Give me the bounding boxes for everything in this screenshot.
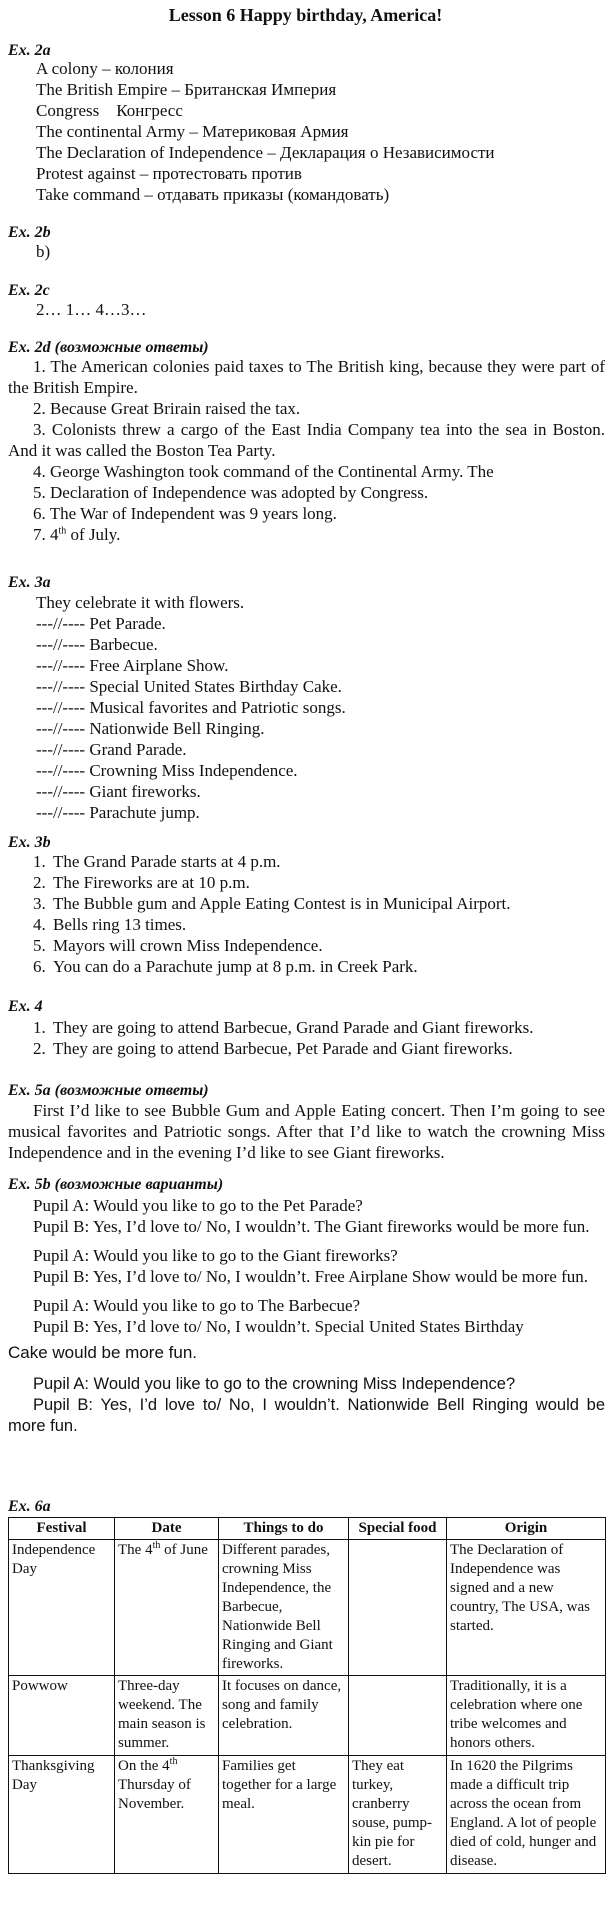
vocab-line: A colony – колония — [36, 59, 174, 78]
list-item: ---//---- Nationwide Bell Ringing. — [36, 719, 265, 738]
food-cell — [349, 1540, 447, 1676]
ex-2d-answers — [8, 356, 605, 545]
ex-6a-label: Ex. 6a — [8, 1498, 51, 1515]
answer-item: 4. George Washington took command of the Continental Army. The — [33, 462, 494, 481]
list-item: ---//---- Musical favorites and Patriotic songs. — [36, 698, 346, 717]
dialog — [8, 1245, 605, 1287]
column-header: Special food — [349, 1518, 447, 1540]
festival-cell: Thanksgiving Day — [9, 1756, 115, 1874]
ex-2c-label: Ex. 2c — [8, 282, 50, 299]
ex-2b-label: Ex. 2b — [8, 224, 51, 241]
date-cell: Three-day weekend. The main season is summer. — [115, 1676, 219, 1756]
list-item: 2. The Fireworks are at 10 p.m. — [33, 873, 250, 892]
table-row — [9, 1756, 606, 1874]
pupil-a-line: Pupil A: Would you like to go to the Pet Parade? — [33, 1196, 363, 1215]
list-intro: They celebrate it with flowers. — [36, 593, 245, 612]
ex-5a-label: Ex. 5a (возможные ответы) — [8, 1082, 209, 1099]
ex-5b-label: Ex. 5b (возможные варианты) — [8, 1176, 224, 1193]
dialog — [8, 1195, 605, 1237]
dialog — [8, 1374, 605, 1437]
ex-5a-text: First I’d like to see Bubble Gum and Apple Eating concert. Then I’m going to see musical favorites and Patriotic songs. After that I’d like to watch the crowning Miss Independence and in the evening I’d like to see Giant fireworks. — [8, 1101, 605, 1162]
dialog-continuation: Cake would be more fun. — [8, 1343, 197, 1362]
ex-4-label: Ex. 4 — [8, 998, 43, 1015]
date-cell: On the 4th Thursday of November. — [115, 1756, 219, 1874]
dialog — [8, 1295, 605, 1337]
ex-3a-list — [8, 592, 611, 823]
things-cell: Families get together for a large meal. — [219, 1756, 349, 1874]
pupil-b-line: Pupil B: Yes, I’d love to/ No, I wouldn’t. The Giant fireworks would be more fun. — [33, 1217, 590, 1236]
ex-2a-vocabulary — [8, 58, 611, 205]
list-item: ---//---- Crowning Miss Independence. — [36, 761, 298, 780]
lesson-title: Lesson 6 Happy birthday, America! — [168, 5, 443, 25]
ex-2d-label: Ex. 2d (возможные ответы) — [8, 339, 209, 356]
pupil-a-line: Pupil A: Would you like to go to The Barbecue? — [33, 1296, 361, 1315]
column-header: Date — [115, 1518, 219, 1540]
ex-2a-label: Ex. 2a — [8, 42, 51, 59]
list-item: ---//---- Parachute jump. — [36, 803, 200, 822]
list-item: 4. Bells ring 13 times. — [33, 915, 187, 934]
list-item: ---//---- Giant fireworks. — [36, 782, 201, 801]
list-item: 5. Mayors will crown Miss Independence. — [33, 936, 323, 955]
list-item: ---//---- Grand Parade. — [36, 740, 187, 759]
column-header: Origin — [447, 1518, 606, 1540]
column-header: Things to do — [219, 1518, 349, 1540]
column-header: Festival — [9, 1518, 115, 1540]
list-item: ---//---- Free Airplane Show. — [36, 656, 229, 675]
food-cell: They eat turkey, cranberry souse, pump-kin pie for desert. — [349, 1756, 447, 1874]
pupil-a-line: Pupil A: Would you like to go to the Giant fireworks? — [33, 1246, 398, 1265]
date-cell: The 4th of June — [115, 1540, 219, 1676]
ex-3b-label: Ex. 3b — [8, 834, 51, 851]
ex-2b-answer: b) — [36, 242, 51, 261]
answer-item: 3. Colonists threw a cargo of the East India Company tea into the sea in Boston. And it was called the Boston Tea Party. — [8, 420, 606, 460]
table-row — [9, 1676, 606, 1756]
origin-cell: Traditionally, it is a celebration where one tribe welcomes and honors others. — [447, 1676, 606, 1756]
vocab-line: The Declaration of Independence – Декларация о Независимости — [36, 143, 495, 162]
table-header-row — [9, 1518, 606, 1540]
list-item: 6. You can do a Parachute jump at 8 p.m. in Creek Park. — [33, 957, 418, 976]
answer-item: 5. Declaration of Independence was adopted by Congress. — [33, 483, 429, 502]
table-row — [9, 1540, 606, 1676]
pupil-b-line: Pupil B: Yes, I’d love to/ No, I wouldn’t. Free Airplane Show would be more fun. — [33, 1267, 588, 1286]
list-item: 1. They are going to attend Barbecue, Grand Parade and Giant fireworks. — [33, 1018, 534, 1037]
list-item: 3. The Bubble gum and Apple Eating Contest is in Municipal Airport. — [33, 894, 511, 913]
list-item: 2. They are going to attend Barbecue, Pet Parade and Giant fireworks. — [33, 1039, 513, 1058]
vocab-line: The British Empire – Британская Империя — [36, 80, 337, 99]
answer-item: 7. 4th of July. — [33, 525, 121, 544]
festival-table — [8, 1517, 606, 1874]
answer-item: 1. The American colonies paid taxes to The British king, because they were part of the British Empire. — [8, 357, 605, 397]
origin-cell: In 1620 the Pilgrims made a difficult trip across the ocean from England. A lot of people died of cold, hunger and disease. — [447, 1756, 606, 1874]
vocab-line: Congress Конгресс — [36, 101, 183, 120]
ex-4-list — [8, 1017, 611, 1059]
pupil-b-line: Pupil B: Yes, I’d love to/ No, I wouldn’t. Special United States Birthday — [33, 1317, 524, 1336]
pupil-b-line: Pupil B: Yes, I’d love to/ No, I wouldn’t. Nationwide Bell Ringing would be more fun. — [8, 1396, 605, 1435]
ex-3b-list — [8, 851, 611, 977]
ex-5b-dialogs — [8, 1195, 605, 1437]
answer-item: 6. The War of Independent was 9 years long. — [33, 504, 337, 523]
vocab-line: The continental Army – Материковая Армия — [36, 122, 349, 141]
vocab-line: Protest against – протестовать против — [36, 164, 302, 183]
ex-2c-answer: 2… 1… 4…3… — [36, 300, 147, 319]
things-cell: It focuses on dance, song and family celebration. — [219, 1676, 349, 1756]
things-cell: Different parades, crowning Miss Independence, the Barbecue, Nationwide Bell Ringing and Giant fireworks. — [219, 1540, 349, 1676]
origin-cell: The Declaration of Independence was signed and a new country, The USA, was started. — [447, 1540, 606, 1676]
list-item: ---//---- Special United States Birthday Cake. — [36, 677, 342, 696]
list-item: ---//---- Pet Parade. — [36, 614, 166, 633]
ex-3a-label: Ex. 3a — [8, 574, 51, 591]
festival-cell: Powwow — [9, 1676, 115, 1756]
pupil-a-line: Pupil A: Would you like to go to the crowning Miss Independence? — [33, 1375, 516, 1393]
food-cell — [349, 1676, 447, 1756]
list-item: ---//---- Barbecue. — [36, 635, 158, 654]
answer-item: 2. Because Great Brirain raised the tax. — [33, 399, 301, 418]
list-item: 1. The Grand Parade starts at 4 p.m. — [33, 852, 281, 871]
festival-cell: Independence Day — [9, 1540, 115, 1676]
vocab-line: Take command – отдавать приказы (командовать) — [36, 185, 390, 204]
